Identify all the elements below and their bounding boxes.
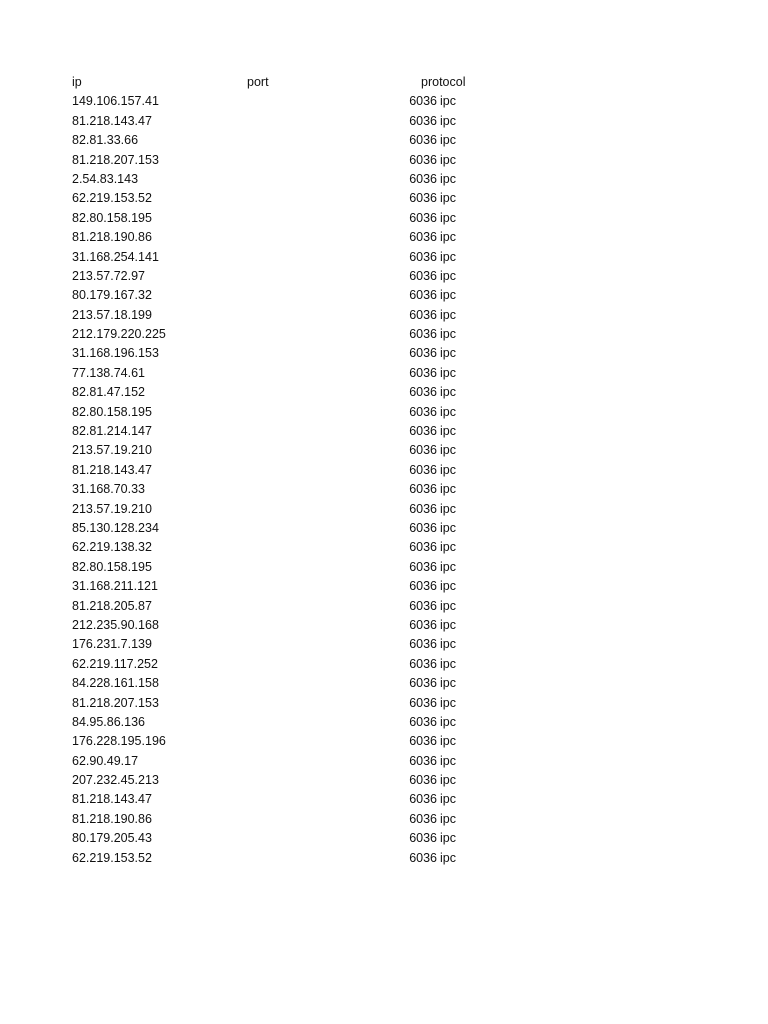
table-row [72,577,492,596]
cell-ip: 2.54.83.143 [72,171,139,186]
cell-ip: 81.218.143.47 [72,113,152,128]
cell-protocol: ipc [440,365,456,380]
cell-ip: 81.218.190.86 [72,230,152,245]
cell-ip: 149.106.157.41 [72,94,159,109]
header-ip: ip [72,75,82,89]
cell-port: 6036 [409,637,437,652]
cell-protocol: ipc [440,617,456,632]
cell-port: 6036 [409,617,437,632]
cell-ip: 81.218.190.86 [72,811,152,826]
cell-ip: 81.218.205.87 [72,598,152,613]
cell-protocol: ipc [440,734,456,749]
table-row [72,616,492,635]
cell-ip: 81.218.207.153 [72,152,159,167]
cell-port: 6036 [409,268,437,283]
cell-ip: 31.168.70.33 [72,482,145,497]
cell-port: 6036 [409,811,437,826]
cell-port: 6036 [409,113,437,128]
cell-port: 6036 [409,579,437,594]
cell-ip: 176.228.195.196 [72,734,166,749]
cell-port: 6036 [409,714,437,729]
cell-port: 6036 [409,152,437,167]
cell-protocol: ipc [440,598,456,613]
table-row [72,790,492,809]
cell-port: 6036 [409,540,437,555]
table-row [72,189,492,208]
cell-protocol: ipc [440,133,456,148]
table-row [72,674,492,693]
cell-port: 6036 [409,792,437,807]
cell-ip: 82.80.158.195 [72,210,152,225]
table-row [72,655,492,674]
cell-port: 6036 [409,753,437,768]
cell-port: 6036 [409,850,437,865]
cell-ip: 62.219.117.252 [72,656,158,671]
table-row [72,519,492,538]
cell-port: 6036 [409,559,437,574]
cell-ip: 82.80.158.195 [72,404,152,419]
cell-port: 6036 [409,734,437,749]
cell-protocol: ipc [440,714,456,729]
cell-ip: 176.231.7.139 [72,637,152,652]
table-row [72,441,492,460]
cell-ip: 213.57.19.210 [72,443,152,458]
header-row [72,73,492,92]
header-port: port [247,75,269,89]
table-row [72,248,492,267]
cell-protocol: ipc [440,327,456,342]
cell-port: 6036 [409,346,437,361]
cell-protocol: ipc [440,191,456,206]
table-row [72,151,492,170]
cell-port: 6036 [409,404,437,419]
cell-protocol: ipc [440,307,456,322]
cell-protocol: ipc [440,676,456,691]
cell-ip: 84.228.161.158 [72,676,159,691]
cell-ip: 62.219.153.52 [72,191,152,206]
table-row [72,480,492,499]
table-row [72,228,492,247]
cell-protocol: ipc [440,210,456,225]
cell-protocol: ipc [440,288,456,303]
cell-port: 6036 [409,230,437,245]
cell-protocol: ipc [440,501,456,516]
header-protocol: protocol [421,75,466,89]
cell-protocol: ipc [440,579,456,594]
cell-protocol: ipc [440,482,456,497]
cell-ip: 82.81.214.147 [72,424,152,439]
table-row [72,810,492,829]
cell-port: 6036 [409,676,437,691]
cell-port: 6036 [409,443,437,458]
cell-ip: 82.81.47.152 [72,385,145,400]
cell-ip: 213.57.19.210 [72,501,152,516]
table-row [72,732,492,751]
cell-port: 6036 [409,94,437,109]
cell-ip: 213.57.18.199 [72,307,152,322]
table-row [72,500,492,519]
cell-port: 6036 [409,327,437,342]
cell-ip: 81.218.207.153 [72,695,159,710]
table-row [72,752,492,771]
cell-ip: 31.168.211.121 [72,579,158,594]
cell-protocol: ipc [440,385,456,400]
table-row [72,597,492,616]
cell-protocol: ipc [440,346,456,361]
table-row [72,849,492,868]
cell-port: 6036 [409,424,437,439]
cell-protocol: ipc [440,404,456,419]
cell-port: 6036 [409,656,437,671]
cell-ip: 62.219.153.52 [72,850,152,865]
cell-ip: 82.81.33.66 [72,133,139,148]
table-row [72,325,492,344]
cell-ip: 62.90.49.17 [72,753,139,768]
cell-protocol: ipc [440,520,456,535]
cell-port: 6036 [409,249,437,264]
cell-ip: 212.179.220.225 [72,327,166,342]
cell-protocol: ipc [440,171,456,186]
cell-port: 6036 [409,695,437,710]
cell-port: 6036 [409,501,437,516]
cell-protocol: ipc [440,113,456,128]
cell-port: 6036 [409,598,437,613]
cell-protocol: ipc [440,656,456,671]
table-row [72,306,492,325]
table-row [72,170,492,189]
ip-table [72,73,492,868]
table-row [72,635,492,654]
cell-port: 6036 [409,133,437,148]
table-row [72,771,492,790]
cell-ip: 207.232.45.213 [72,773,159,788]
cell-protocol: ipc [440,811,456,826]
cell-ip: 77.138.74.61 [72,365,145,380]
table-row [72,131,492,150]
cell-ip: 81.218.143.47 [72,792,152,807]
table-row [72,713,492,732]
cell-port: 6036 [409,288,437,303]
cell-ip: 82.80.158.195 [72,559,152,574]
cell-protocol: ipc [440,540,456,555]
table-row [72,422,492,441]
cell-protocol: ipc [440,443,456,458]
cell-protocol: ipc [440,249,456,264]
cell-protocol: ipc [440,268,456,283]
cell-ip: 80.179.167.32 [72,288,152,303]
cell-port: 6036 [409,307,437,322]
cell-protocol: ipc [440,637,456,652]
cell-ip: 31.168.254.141 [72,249,159,264]
cell-port: 6036 [409,385,437,400]
cell-ip: 62.219.138.32 [72,540,152,555]
table-body [72,92,492,868]
cell-port: 6036 [409,773,437,788]
cell-ip: 212.235.90.168 [72,617,159,632]
table-row [72,364,492,383]
cell-protocol: ipc [440,152,456,167]
cell-protocol: ipc [440,850,456,865]
table-row [72,92,492,111]
cell-protocol: ipc [440,792,456,807]
cell-port: 6036 [409,171,437,186]
table-row [72,383,492,402]
cell-protocol: ipc [440,773,456,788]
cell-port: 6036 [409,365,437,380]
cell-ip: 81.218.143.47 [72,462,152,477]
table-row [72,286,492,305]
table-row [72,829,492,848]
table-row [72,344,492,363]
cell-protocol: ipc [440,695,456,710]
cell-port: 6036 [409,831,437,846]
cell-port: 6036 [409,210,437,225]
table-row [72,112,492,131]
cell-port: 6036 [409,462,437,477]
table-row [72,538,492,557]
cell-ip: 84.95.86.136 [72,714,145,729]
cell-ip: 80.179.205.43 [72,831,152,846]
cell-protocol: ipc [440,94,456,109]
cell-ip: 85.130.128.234 [72,520,159,535]
table-row [72,209,492,228]
cell-protocol: ipc [440,230,456,245]
cell-port: 6036 [409,520,437,535]
cell-ip: 213.57.72.97 [72,268,145,283]
table-row [72,694,492,713]
cell-protocol: ipc [440,462,456,477]
cell-protocol: ipc [440,424,456,439]
cell-ip: 31.168.196.153 [72,346,159,361]
table-row [72,403,492,422]
table-row [72,558,492,577]
table-row [72,267,492,286]
cell-protocol: ipc [440,831,456,846]
cell-port: 6036 [409,482,437,497]
table-row [72,461,492,480]
cell-port: 6036 [409,191,437,206]
cell-protocol: ipc [440,753,456,768]
cell-protocol: ipc [440,559,456,574]
